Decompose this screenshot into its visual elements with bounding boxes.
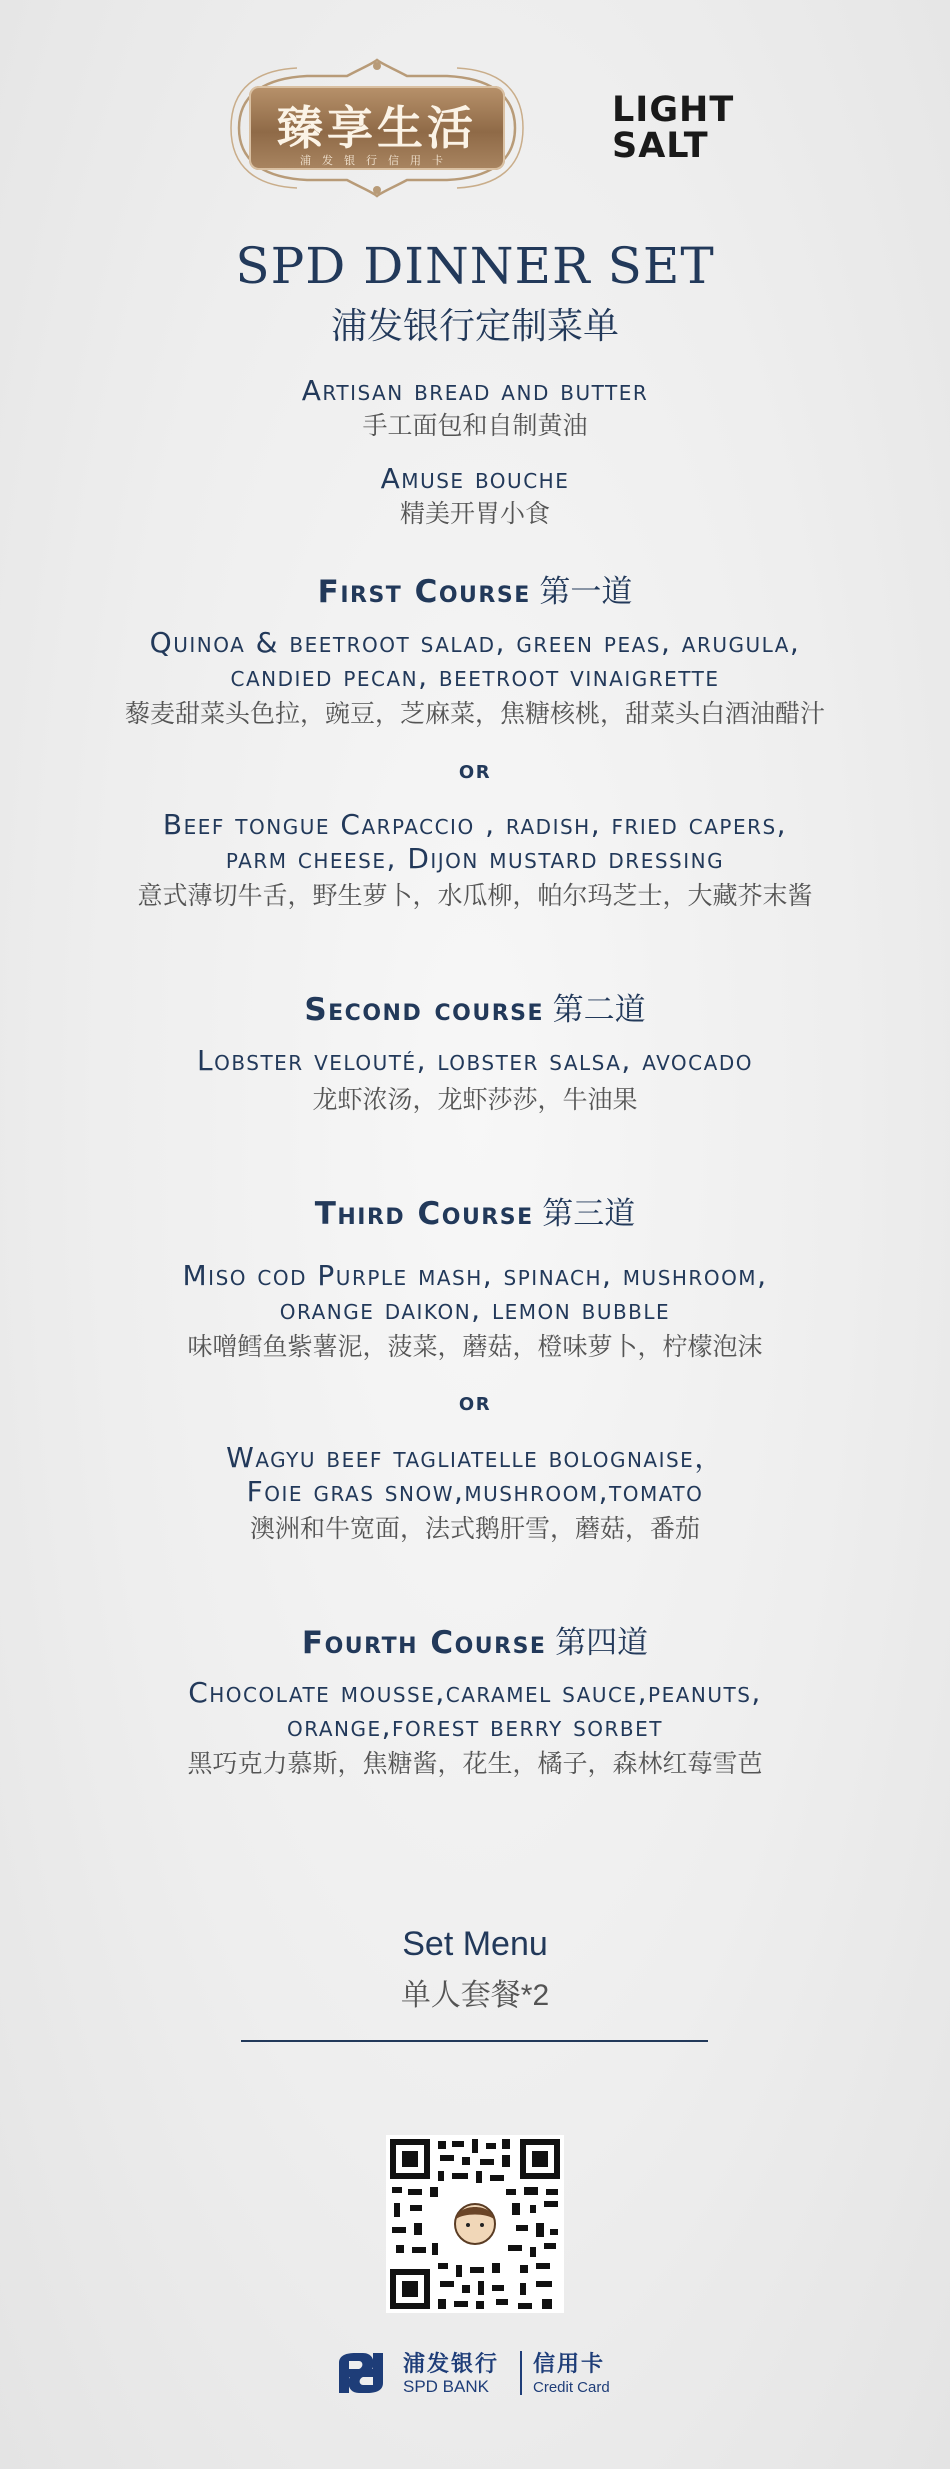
first-option1-en-line2: candied pecan, beetroot vinaigrette <box>230 660 720 693</box>
first-course-heading-cn: 第一道 <box>539 574 633 609</box>
footer-divider <box>241 2040 708 2042</box>
first-option1-cn: 藜麦甜菜头色拉，豌豆，芝麻菜，焦糖核桃，甜菜头白酒油醋汁 <box>124 700 825 728</box>
first-option2-en-line2: parm cheese, Dijon mustard dressing <box>225 842 725 875</box>
menu-subtitle: 浦发银行定制菜单 <box>330 305 619 346</box>
third-or-divider: or <box>458 1387 492 1417</box>
second-option1-en: Lobster velouté, lobster salsa, avocado <box>197 1044 753 1077</box>
light-salt-line2: SALT <box>612 126 709 166</box>
second-option1-cn: 龙虾浓汤，龙虾莎莎，牛油果 <box>312 1086 638 1114</box>
first-option2-en-line1: Beef tongue Carpaccio , radish, fried capers, <box>162 808 788 841</box>
fourth-option1-cn: 黑巧克力慕斯，焦糖酱，花生，橘子，森林红莓雪芭 <box>187 1750 763 1778</box>
third-course-heading <box>0 1188 950 1233</box>
credit-card-cn: 信用卡 <box>533 2351 606 2376</box>
third-course-heading-cn: 第三道 <box>542 1196 636 1231</box>
starter-amuse-cn: 精美开胃小食 <box>399 500 550 528</box>
bank-name-cn: 浦发银行 <box>403 2351 500 2376</box>
logo-main-text: 臻享生活 <box>277 101 477 155</box>
first-course-heading <box>0 566 950 611</box>
third-option1-cn: 味噌鳕鱼紫薯泥，菠菜，蘑菇，橙味萝卜，柠檬泡沫 <box>187 1333 763 1361</box>
first-option2-cn: 意式薄切牛舌，野生萝卜，水瓜柳，帕尔玛芝士，大藏芥末酱 <box>137 882 813 910</box>
second-course-heading-en: Second course <box>304 992 545 1028</box>
third-option2-cn: 澳洲和牛宽面，法式鹅肝雪，蘑菇，番茄 <box>249 1515 700 1543</box>
first-course-heading-en: First Course <box>317 574 531 610</box>
third-option1-en-line2: orange daikon, lemon bubble <box>279 1293 671 1326</box>
fourth-course-heading-cn: 第四道 <box>555 1625 649 1660</box>
first-or-divider: or <box>458 755 492 785</box>
third-option1-en-line1: Miso cod Purple mash, spinach, mushroom, <box>182 1259 768 1292</box>
starter-bread-en: Artisan bread and butter <box>301 374 649 407</box>
bank-logo-separator <box>520 2351 522 2395</box>
light-salt-line1: LIGHT <box>612 90 735 130</box>
second-course-heading-cn: 第二道 <box>552 992 646 1027</box>
light-salt-logo <box>612 90 735 172</box>
starter-amuse-en: Amuse bouche <box>380 462 570 495</box>
menu-title: SPD DINNER SET <box>235 237 715 295</box>
set-menu-cn: 单人套餐*2 <box>400 1979 550 2012</box>
qr-code-icon[interactable] <box>386 2135 564 2313</box>
starter-bread-cn: 手工面包和自制黄油 <box>362 412 588 440</box>
credit-card-en: Credit Card <box>533 2379 610 2396</box>
bank-name-en: SPD BANK <box>403 2377 489 2396</box>
third-course-heading-en: Third Course <box>314 1196 534 1232</box>
fourth-course-heading-en: Fourth Course <box>301 1625 547 1661</box>
set-menu-label: Set Menu <box>402 1925 548 1963</box>
spd-bank-mark-icon <box>333 2349 389 2397</box>
logo-sub-text: 浦发银行信用卡 <box>300 155 454 167</box>
second-course-heading <box>0 984 950 1029</box>
spd-bank-logo <box>333 2347 633 2401</box>
fourth-option1-en-line2: orange,forest berry sorbet <box>287 1710 663 1743</box>
third-option2-en-line2: Foie gras snow,mushroom,tomato <box>246 1475 704 1508</box>
zhenxiang-life-logo <box>227 58 527 198</box>
third-option2-en-line1: Wagyu beef tagliatelle bolognaise， <box>226 1441 724 1474</box>
fourth-option1-en-line1: Chocolate mousse,caramel sauce,peanuts, <box>188 1676 762 1709</box>
first-option1-en-line1: Quinoa & beetroot salad, green peas, arugula, <box>149 626 801 659</box>
fourth-course-heading <box>0 1617 950 1662</box>
